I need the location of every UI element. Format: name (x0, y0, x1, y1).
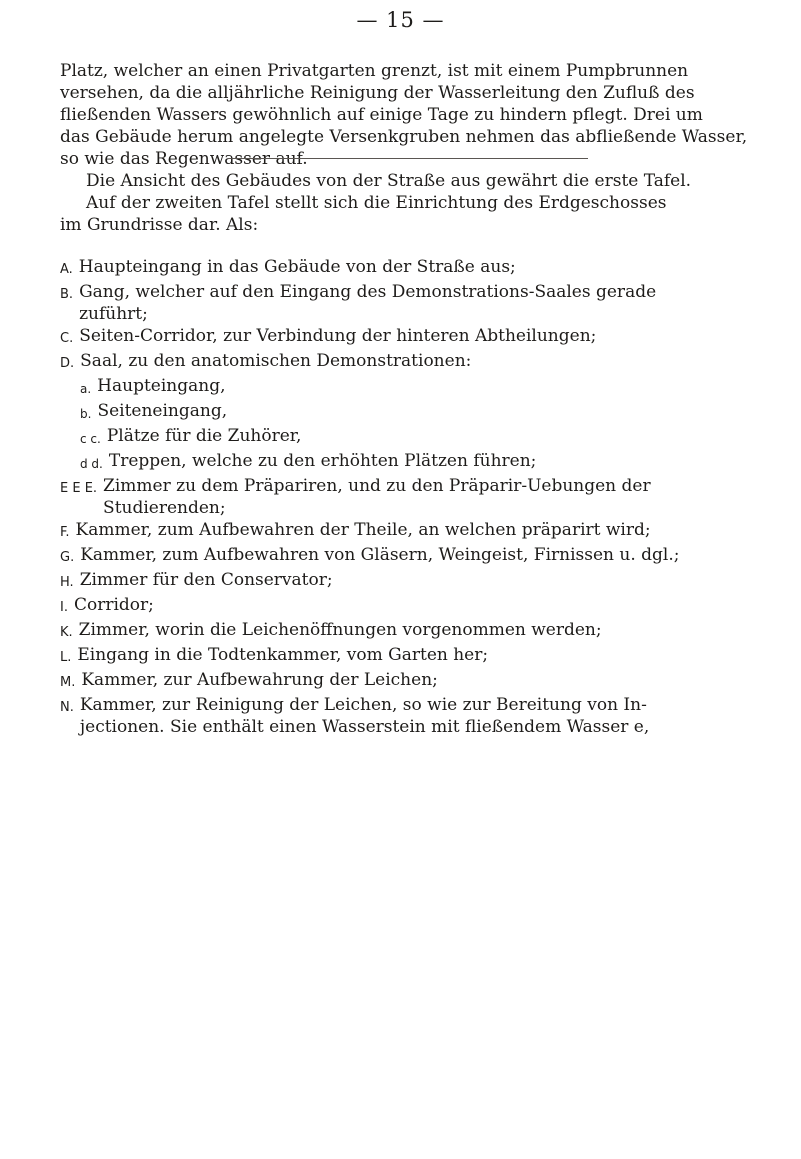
legend-description (109, 450, 780, 472)
legend-description (80, 694, 780, 738)
legend-description (81, 669, 780, 691)
legend-text-line: Studierenden; (103, 498, 226, 518)
legend-description (77, 644, 780, 666)
text-line: versehen, da die alljährliche Reinigung der Wasserleitung den Zufluß des (60, 83, 695, 103)
legend-text-line: jectionen. Sie enthält einen Wasserstein mit fließendem Wasser e, (79, 717, 650, 737)
text-line: fließenden Wassers gewöhnlich auf einige Tage zu hindern pflegt. Drei um (60, 105, 703, 125)
legend-description (107, 425, 780, 447)
legend-key: K. (60, 625, 73, 640)
legend-text-line: Gang, welcher auf den Eingang des Demonstrations-Saales gerade (79, 282, 657, 302)
text-line: so wie das Regenwasser auf. (60, 149, 308, 169)
legend-key: E E E. (60, 481, 98, 496)
legend-key: c c. (80, 432, 101, 446)
legend-description (74, 594, 780, 616)
legend-text-line: Seiten-Corridor, zur Verbindung der hinteren Abtheilungen; (79, 326, 597, 346)
legend-key: N. (60, 700, 74, 715)
legend-text-line: Corridor; (73, 595, 154, 615)
floor-plan-legend (60, 256, 780, 738)
text-line: Auf der zweiten Tafel stellt sich die Einrichtung des Erdgeschosses (86, 193, 667, 213)
legend-key: H. (60, 575, 74, 590)
legend-key: d d. (80, 457, 103, 471)
legend-subitem (60, 425, 780, 450)
legend-text-line: Zimmer für den Conservator; (79, 570, 333, 590)
legend-text-line: Eingang in die Todtenkammer, vom Garten her; (77, 645, 489, 665)
legend-description (76, 519, 780, 541)
legend-item (60, 544, 780, 569)
legend-text-line: Haupteingang in das Gebäude von der Straße aus; (78, 257, 516, 277)
legend-text-line: Kammer, zur Aufbewahrung der Leichen; (81, 670, 438, 690)
legend-subitem (60, 450, 780, 475)
legend-item (60, 569, 780, 594)
legend-item (60, 281, 780, 325)
legend-subitem (60, 375, 780, 400)
legend-item (60, 669, 780, 694)
legend-subitem (60, 400, 780, 425)
text-line: im Grundrisse dar. Als: (60, 215, 259, 235)
legend-description (79, 325, 780, 347)
legend-text-line: Saal, zu den anatomischen Demonstrationen: (80, 351, 472, 371)
legend-description (79, 281, 780, 325)
legend-item (60, 644, 780, 669)
legend-description (103, 475, 780, 519)
legend-description (80, 544, 780, 566)
legend-item (60, 475, 780, 519)
legend-key: D. (60, 356, 75, 371)
legend-text-line: Kammer, zum Aufbewahren der Theile, an welchen präparirt wird; (75, 520, 651, 540)
legend-key: I. (60, 600, 68, 615)
legend-item (60, 619, 780, 644)
paragraph-second-plate (60, 192, 780, 236)
legend-key: G. (60, 550, 75, 565)
text-line: Die Ansicht des Gebäudes von der Straße aus gewährt die erste Tafel. (86, 171, 692, 191)
legend-text-line: Seiteneingang, (97, 401, 228, 421)
text-line: das Gebäude herum angelegte Versenkgruben nehmen das abfließende Wasser, (60, 127, 748, 147)
legend-text-line: Haupteingang, (97, 376, 226, 396)
legend-key: F. (60, 525, 70, 540)
legend-item (60, 519, 780, 544)
legend-item (60, 325, 780, 350)
legend-key: C. (60, 331, 74, 346)
legend-key: B. (60, 287, 74, 302)
legend-text-line: Zimmer zu dem Präpariren, und zu den Präparir-Uebungen der (103, 476, 651, 496)
legend-text-line: zuführt; (79, 304, 148, 324)
section-divider (228, 158, 588, 159)
paragraph-pump-well (60, 60, 780, 170)
legend-key: A. (60, 262, 73, 277)
legend-key: L. (60, 650, 72, 665)
legend-key: b. (80, 407, 92, 421)
legend-text-line: Zimmer, worin die Leichenöffnungen vorgenommen werden; (78, 620, 602, 640)
page-number: — 15 — (356, 8, 445, 32)
legend-text-line: Plätze für die Zuhörer, (106, 426, 302, 446)
legend-item (60, 350, 780, 375)
legend-text-line: Kammer, zum Aufbewahren von Gläsern, Weingeist, Firnissen u. dgl.; (80, 545, 680, 565)
text-line: Platz, welcher an einen Privatgarten grenzt, ist mit einem Pumpbrunnen (60, 61, 689, 81)
legend-item (60, 256, 780, 281)
legend-description (79, 619, 780, 641)
legend-description (79, 256, 780, 278)
legend-item (60, 594, 780, 619)
legend-description (97, 400, 780, 422)
legend-description (80, 569, 780, 591)
legend-text-line: Kammer, zur Reinigung der Leichen, so wie zur Bereitung von In- (79, 695, 647, 715)
legend-description (80, 350, 780, 372)
legend-text-line: Treppen, welche zu den erhöhten Plätzen führen; (108, 451, 537, 471)
paragraph-first-plate (60, 170, 780, 192)
legend-description (97, 375, 780, 397)
legend-item (60, 694, 780, 738)
legend-key: a. (80, 382, 92, 396)
legend-key: M. (60, 675, 76, 690)
